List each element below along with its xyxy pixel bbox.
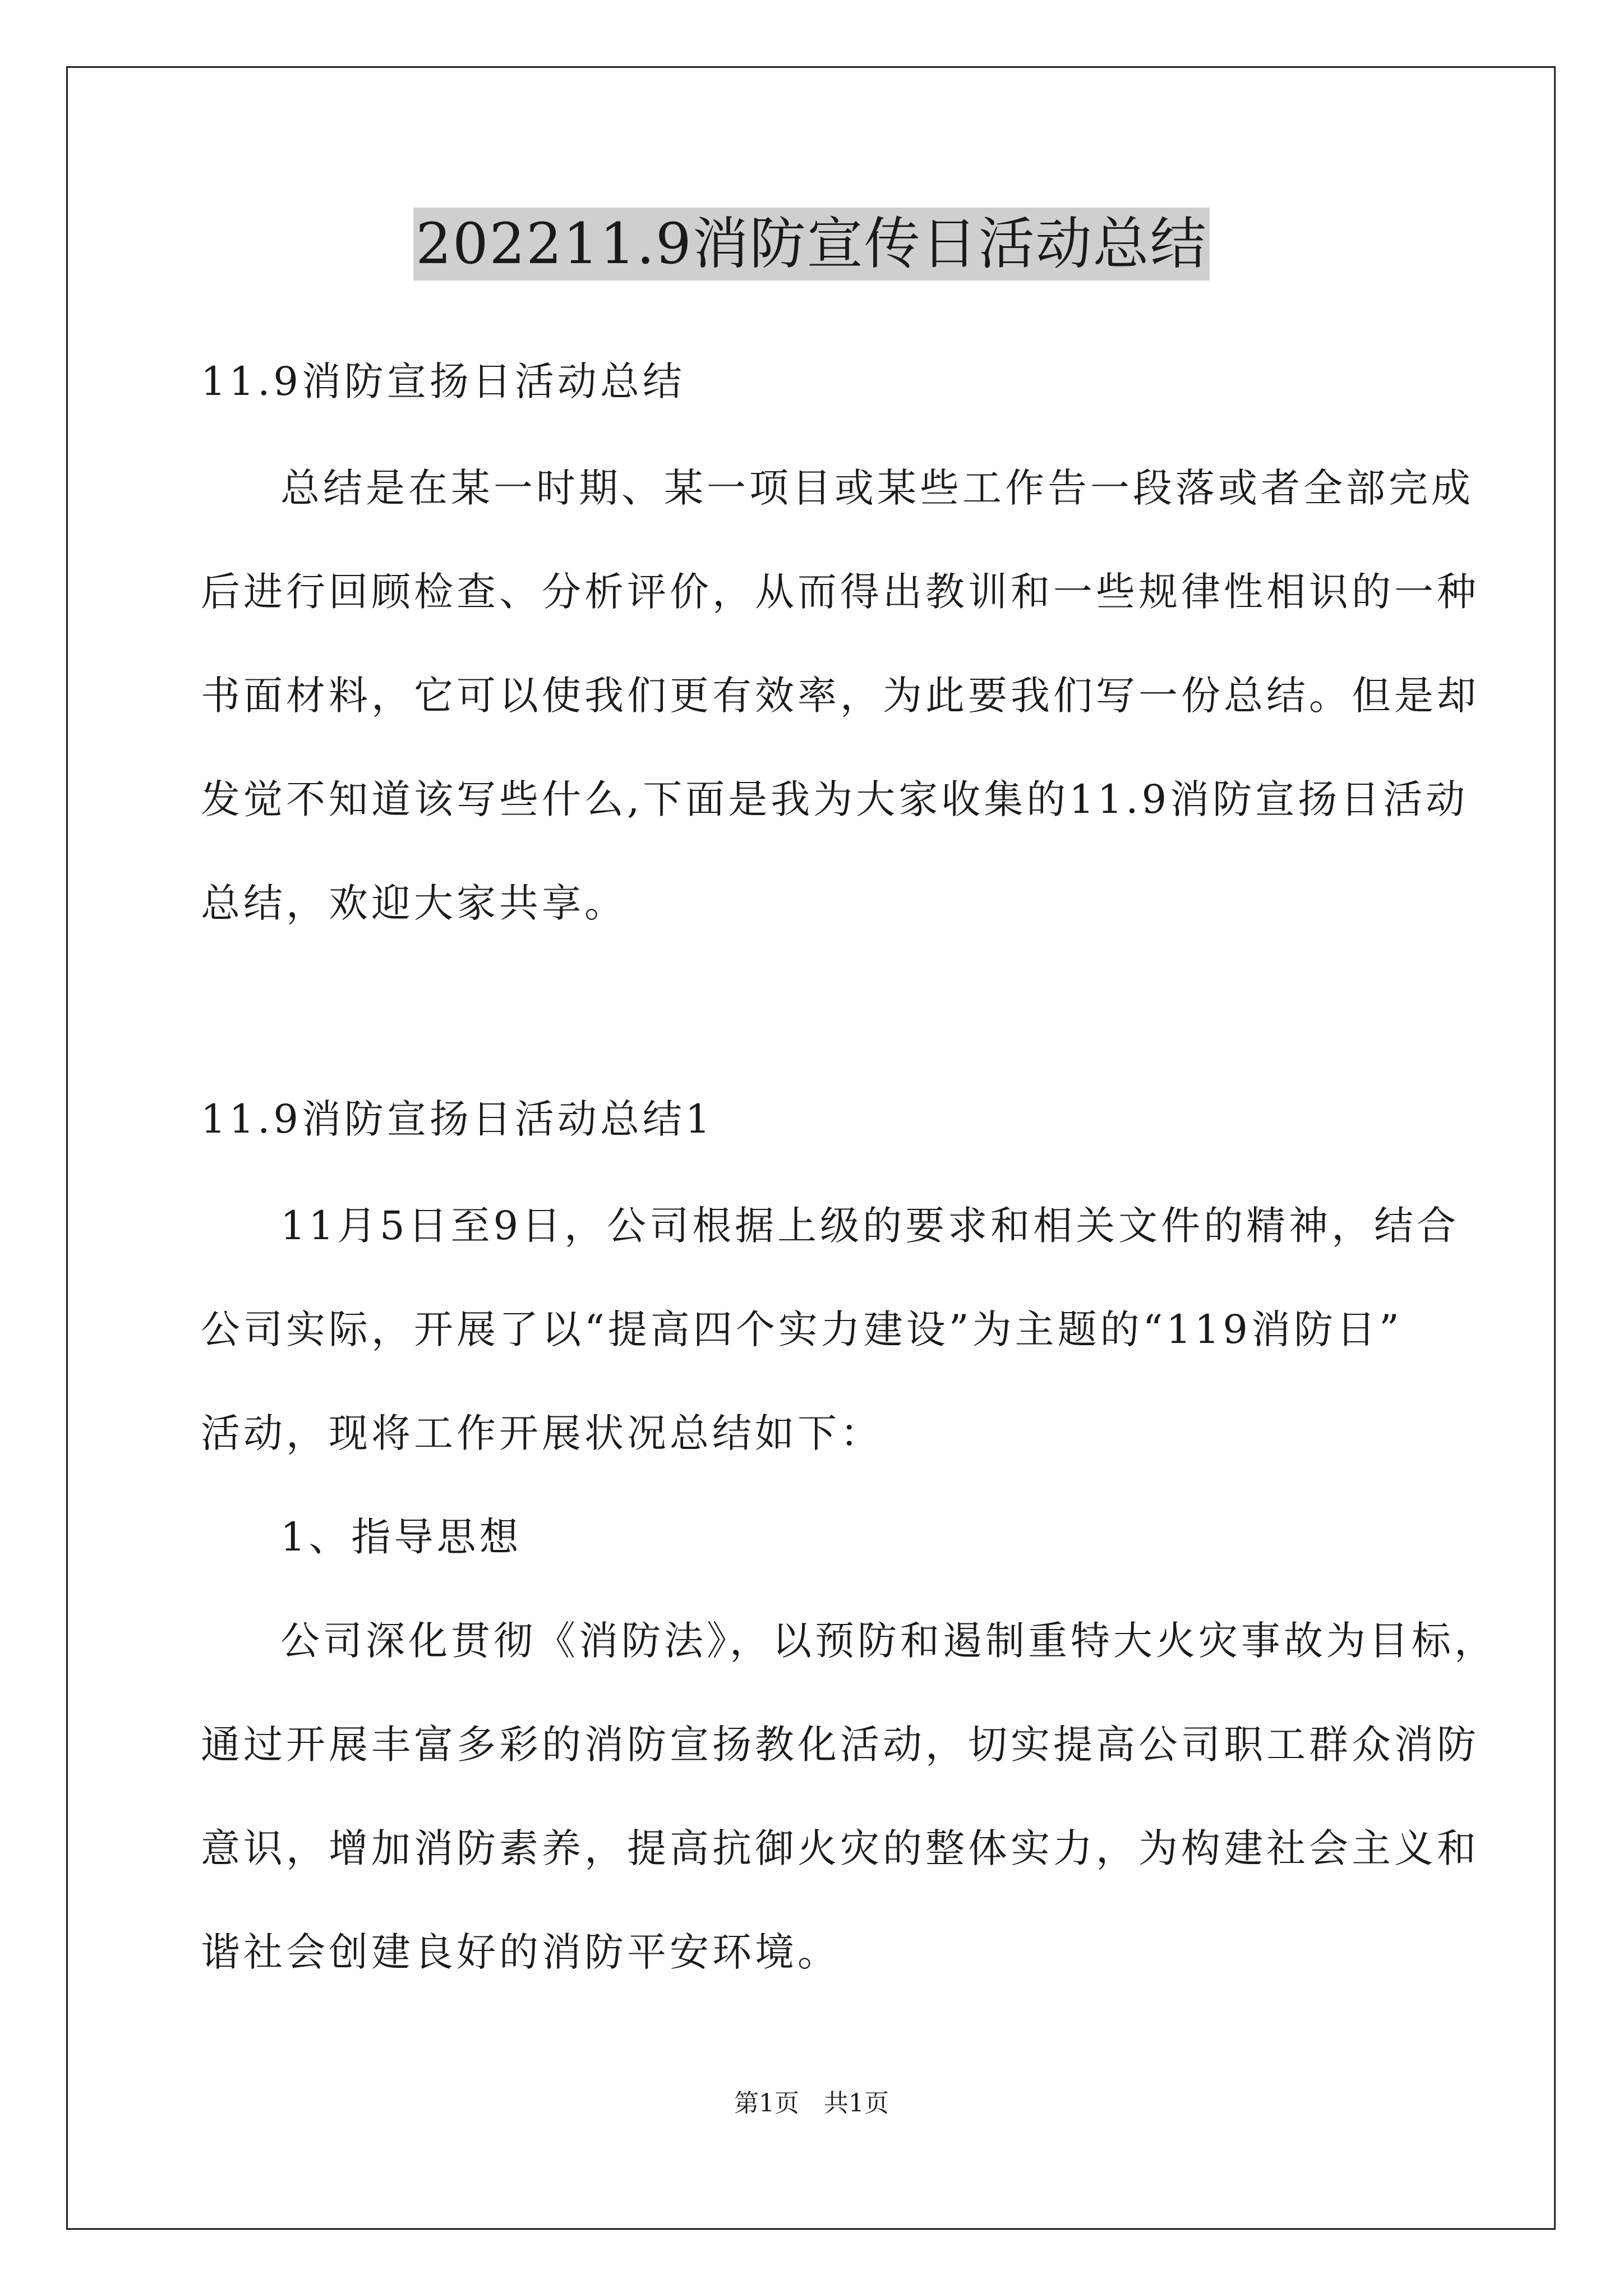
intro-line-4: 发觉不知道该写些什么,下面是我为大家收集的11.9消防宣扬日活动 bbox=[201, 776, 1469, 822]
page-footer: 第1页 共1页 bbox=[734, 2089, 889, 2118]
intro-line-3: 书面材料，它可以使我们更有效率，为此要我们写一份总结。但是却 bbox=[201, 673, 1479, 719]
point-line-1: 公司深化贯彻《消防法》，以预防和遏制重特大火灾事故为目标， bbox=[280, 1618, 1497, 1664]
intro-line-1: 总结是在某一时期、某一项目或某些工作告一段落或者全部完成 bbox=[280, 465, 1474, 511]
intro-line-2: 后进行回顾检查、分析评价，从而得出教训和一些规律性相识的一种 bbox=[201, 569, 1479, 615]
section-heading: 11.9消防宣扬日活动总结1 bbox=[201, 1096, 714, 1142]
point-line-3: 意识，增加消防素养，提高抗御火灾的整体实力，为构建社会主义和 bbox=[201, 1825, 1479, 1871]
point-line-2: 通过开展丰富多彩的消防宣扬教化活动，切实提高公司职工群众消防 bbox=[201, 1722, 1479, 1768]
intro-line-5: 总结，欢迎大家共享。 bbox=[201, 880, 627, 926]
section-line-1: 11月5日至9日，公司根据上级的要求和相关文件的精神，结合 bbox=[280, 1203, 1460, 1249]
point-heading: 1、指导思想 bbox=[280, 1514, 522, 1560]
section-line-2: 公司实际，开展了以“提高四个实力建设”为主题的“119消防日” bbox=[201, 1306, 1403, 1352]
document-title: 202211.9消防宣传日活动总结 bbox=[413, 208, 1209, 280]
title-container bbox=[0, 208, 1623, 280]
section-line-3: 活动，现将工作开展状况总结如下： bbox=[201, 1410, 883, 1456]
subtitle: 11.9消防宣扬日活动总结 bbox=[201, 358, 685, 404]
point-line-4: 谐社会创建良好的消防平安环境。 bbox=[201, 1929, 840, 1975]
